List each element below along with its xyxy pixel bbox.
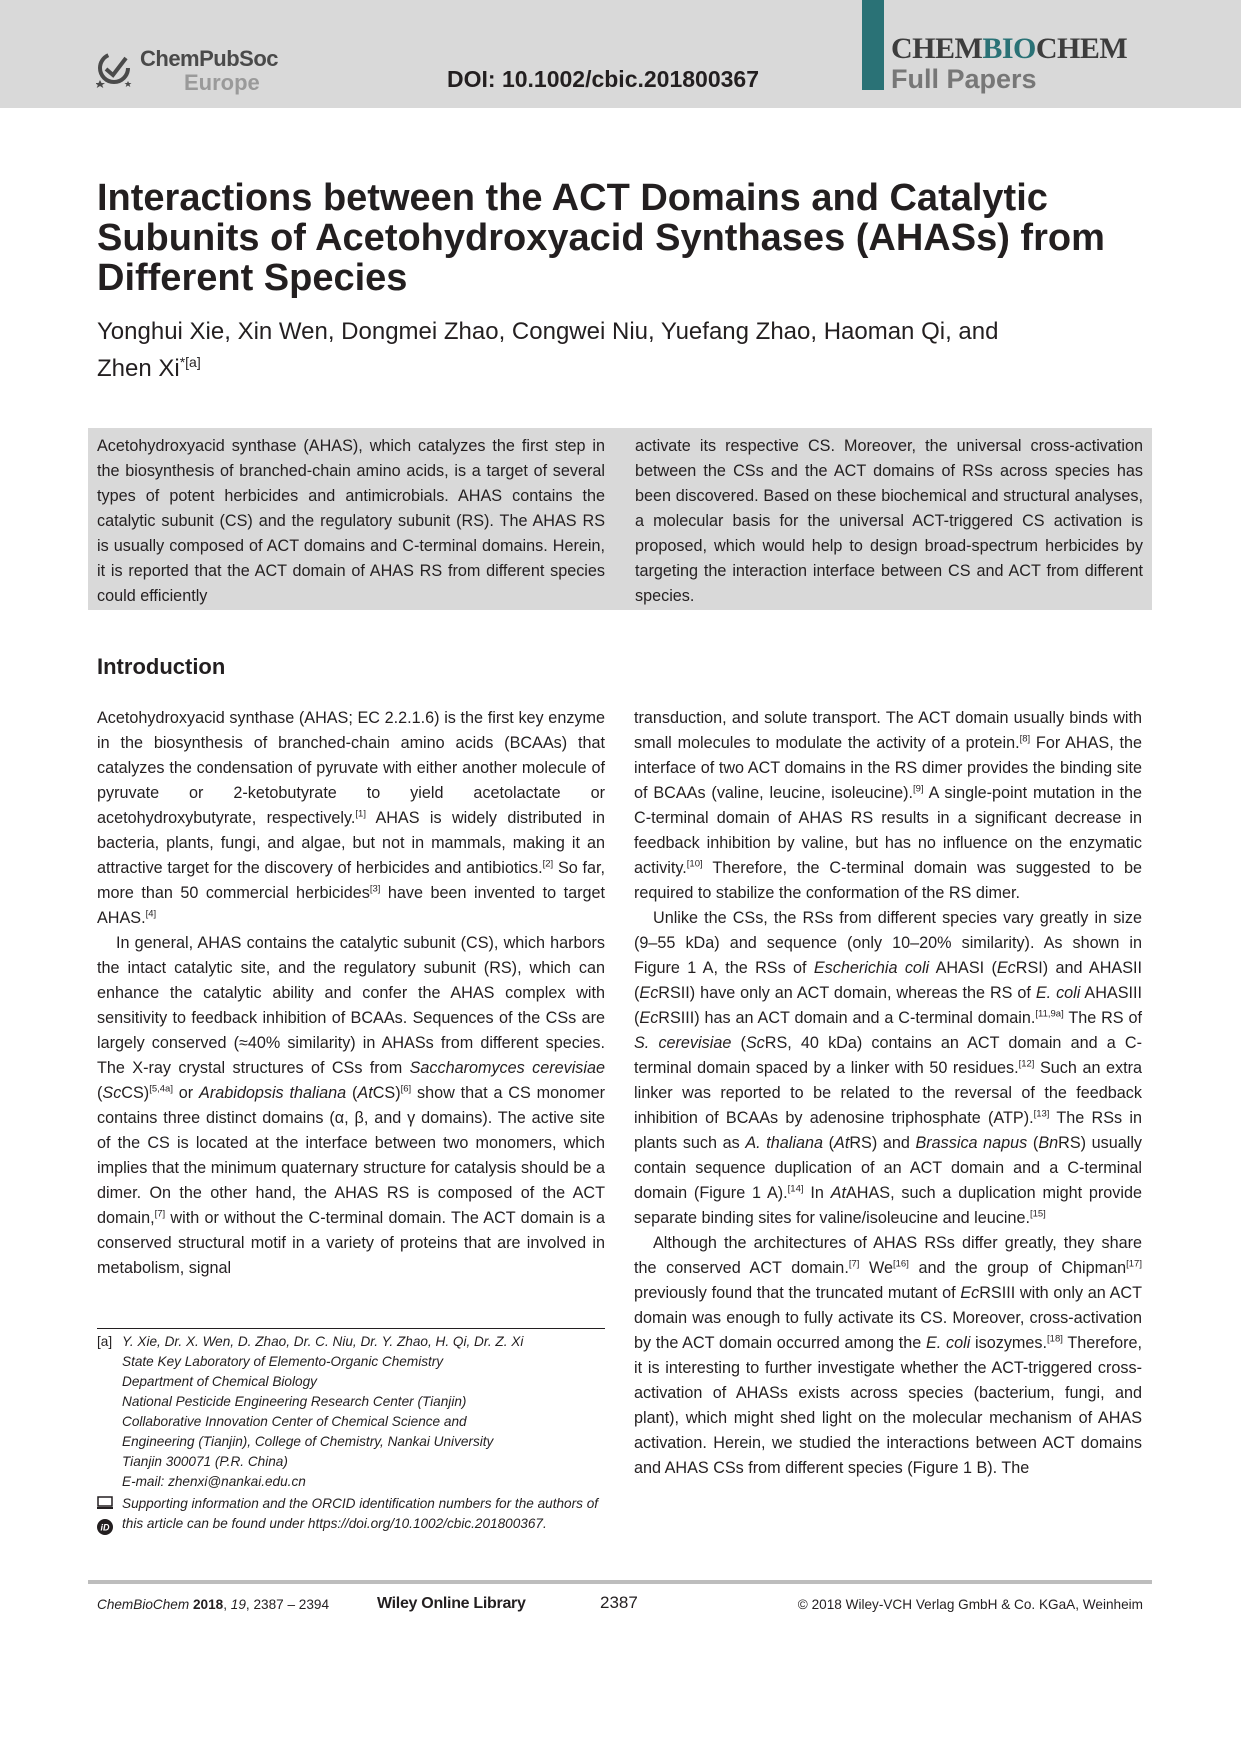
paragraph: Unlike the CSs, the RSs from different species vary greatly in size (9–55 kDa) and sequence (only 10–20% similarity). As shown in Figure 1 A, the RSs of Escherichia coli AHASI (EcRSI) and AHASII (EcRSII) have only an ACT domain, whereas the RS of E. coli AHASIII (EcRSIII) has an ACT domain and a C-terminal domain.[11,9a] The RS of S. cerevisiae (ScRS, 40 kDa) contains an ACT domain and a C-terminal domain spaced by a linker with 50 residues.[12] Such an extra linker was reported to be related to the reversal of the feedback inhibition of BCAAs by adenosine triphosphate (ATP).[13] The RSs in plants such as A. thaliana (AtRS) and Brassica napus (BnRS) usually contain sequence duplication of an ACT domain and a C-terminal domain (Figure 1 A).[14] In AtAHAS, such a duplication might provide separate binding sites for valine/isoleucine and leucine.[15] (634, 909, 1143, 1227)
footnote-body (122, 1332, 605, 1492)
wiley-online-library-link[interactable]: Wiley Online Library (377, 1595, 526, 1612)
footnote-line: State Key Laboratory of Elemento-Organic Chemistry (122, 1354, 444, 1369)
footnote-rule (97, 1328, 605, 1329)
doi-label: DOI: 10.1002/cbic.201800367 (447, 66, 760, 92)
footnote-line: Collaborative Innovation Center of Chemical Science and (122, 1414, 467, 1429)
journal-name-chem2: CHEM (1035, 32, 1128, 65)
supporting-info-text: Supporting information and the ORCID identification numbers for the authors of this article can be found under https://doi.org/10.1002/cbic.201800367. (122, 1496, 599, 1531)
footer-volume: 19 (230, 1597, 246, 1612)
authors-line-2: Zhen Xi (97, 355, 180, 382)
computer-icon (97, 1496, 113, 1510)
authors-line-1: Yonghui Xie, Xin Wen, Dongmei Zhao, Congwei Niu, Yuefang Zhao, Haoman Qi, and (97, 318, 999, 345)
section-label: Full Papers (891, 64, 1037, 94)
footnote-line: Y. Xie, Dr. X. Wen, D. Zhao, Dr. C. Niu, Dr. Y. Zhao, H. Qi, Dr. Z. Xi (122, 1334, 524, 1349)
footnote-line: Department of Chemical Biology (122, 1374, 317, 1389)
footnote-line: Engineering (Tianjin), College of Chemistry, Nankai University (122, 1434, 494, 1449)
journal-accent-bar (862, 0, 884, 90)
affiliation-footnote (97, 1332, 605, 1492)
journal-name-chem1: CHEM (891, 32, 983, 65)
orcid-icon (97, 1519, 113, 1535)
paragraph: Acetohydroxyacid synthase (AHAS; EC 2.2.1.6) is the first key enzyme in the biosynthesis of branched-chain amino acids (BCAAs) that catalyzes the condensation of pyruvate with either another molecule of pyruvate or 2-ketobutyrate to yield acetolactate or acetohydroxybutyrate, respectively.[1] AHAS is widely distributed in bacteria, plants, fungi, and algae, but not in mammals, making it an attractive target for the discovery of herbicides and antibiotics.[2] So far, more than 50 commercial herbicides[3] have been invented to target AHAS.[4] (97, 709, 605, 927)
paragraph: Although the architectures of AHAS RSs differ greatly, they share the conserved ACT domain.[7] We[16] and the group of Chipman[17] previously found that the truncated mutant of EcRSIII with only an ACT domain was enough to fully activate its CS. Moreover, cross-activation by the ACT domain occurred among the E. coli isozymes.[18] Therefore, it is interesting to further investigate whether the ACT-triggered cross-activation of AHASs exists across species (bacterium, fungi, and plant), which might shed light on the molecular mechanism of AHAS activation. Herein, we studied the interactions between ACT domains and AHAS CSs from different species (Figure 1 B). The (634, 1234, 1142, 1477)
footnote-line: Tianjin 300071 (P.R. China) (122, 1454, 288, 1469)
copyright-notice: © 2018 Wiley-VCH Verlag GmbH & Co. KGaA, Weinheim (797, 1597, 1143, 1612)
section-heading-introduction: Introduction (97, 654, 226, 679)
article-title: Interactions between the ACT Domains and Catalytic Subunits of Acetohydroxyacid Synthases (AHASs) from Different Species (97, 177, 1105, 299)
abstract-box (88, 428, 1152, 610)
journal-name (891, 32, 1127, 66)
citation-line: ChemBioChem 2018, 19, 2387 – 2394 (97, 1597, 330, 1612)
corresponding-mark: *[a] (179, 354, 201, 370)
footnote-label: [a] (97, 1334, 113, 1349)
page-number: 2387 (600, 1593, 638, 1612)
logo-text-europe: Europe (184, 70, 260, 95)
footer-pages: , 2387 – 2394 (245, 1597, 330, 1612)
footer-journal: ChemBioChem (97, 1597, 190, 1612)
svg-text:iD: iD (100, 1522, 110, 1533)
abstract-column-2: activate its respective CS. Moreover, the universal cross-activation between the CSs and the ACT domains of RSs across species has been discovered. Based on these biochemical and structural analyses, a molecular basis for the universal ACT-triggered CS activation is proposed, which would help to design broad-spectrum herbicides by targeting the interaction interface between CS and ACT from different species. (635, 437, 1143, 605)
page-header (0, 0, 1241, 108)
supporting-info-note (97, 1494, 605, 1534)
journal-name-bio: BIO (982, 32, 1036, 65)
abstract-column-1: Acetohydroxyacid synthase (AHAS), which catalyzes the first step in the biosynthesis of branched-chain amino acids, is a target of several types of potent herbicides and antimicrobials. AHAS contains the catalytic subunit (CS) and the regulatory subunit (RS). The AHAS RS is usually composed of ACT domains and C-terminal domains. Herein, it is reported that the ACT domain of AHAS RS from different species could efficiently (97, 437, 605, 605)
chempubsoc-logo-icon (96, 48, 136, 88)
paragraph: transduction, and solute transport. The ACT domain usually binds with small molecules to modulate the activity of a protein.[8] For AHAS, the interface of two ACT domains in the RS dimer provides the binding site of BCAAs (valine, leucine, isoleucine).[9] A single-point mutation in the C-terminal domain of AHAS RS results in a significant decrease in feedback inhibition by valine, but has no influence on the enzymatic activity.[10] Therefore, the C-terminal domain was suggested to be required to stabilize the conformation of the RS dimer. (634, 709, 1142, 902)
footnote-line-email[interactable]: E-mail: zhenxi@nankai.edu.cn (122, 1474, 306, 1489)
body-column-left (97, 706, 605, 1281)
paragraph: In general, AHAS contains the catalytic subunit (CS), which harbors the intact catalytic site, and the regulatory subunit (RS), which can enhance the catalytic ability and confer the AHAS complex with sensitivity to feedback inhibition of BCAAs. Sequences of the CSs are largely conserved (≈40% similarity) in AHASs from different species. The X-ray crystal structures of CSs from Saccharomyces cerevisiae (ScCS)[5,4a] or Arabidopsis thaliana (AtCS)[6] show that a CS monomer contains three distinct domains (α, β, and γ domains). The active site of the CS is located at the interface between two monomers, which implies that the minimum quaternary structure for catalysis should be a dimer. On the other hand, the AHAS RS is composed of the ACT domain,[7] with or without the C-terminal domain. The ACT domain is a conserved structural motif in a variety of proteins that are involved in metabolism, signal (97, 934, 605, 1277)
logo-text-chempubsoc: ChemPubSoc (140, 46, 279, 71)
author-list (97, 317, 1097, 384)
footnote-line: National Pesticide Engineering Research Center (Tianjin) (122, 1394, 467, 1409)
footer-rule (88, 1580, 1152, 1584)
body-column-right (634, 706, 1142, 1481)
support-icons (97, 1496, 115, 1541)
footer-year: 2018 (192, 1597, 224, 1612)
